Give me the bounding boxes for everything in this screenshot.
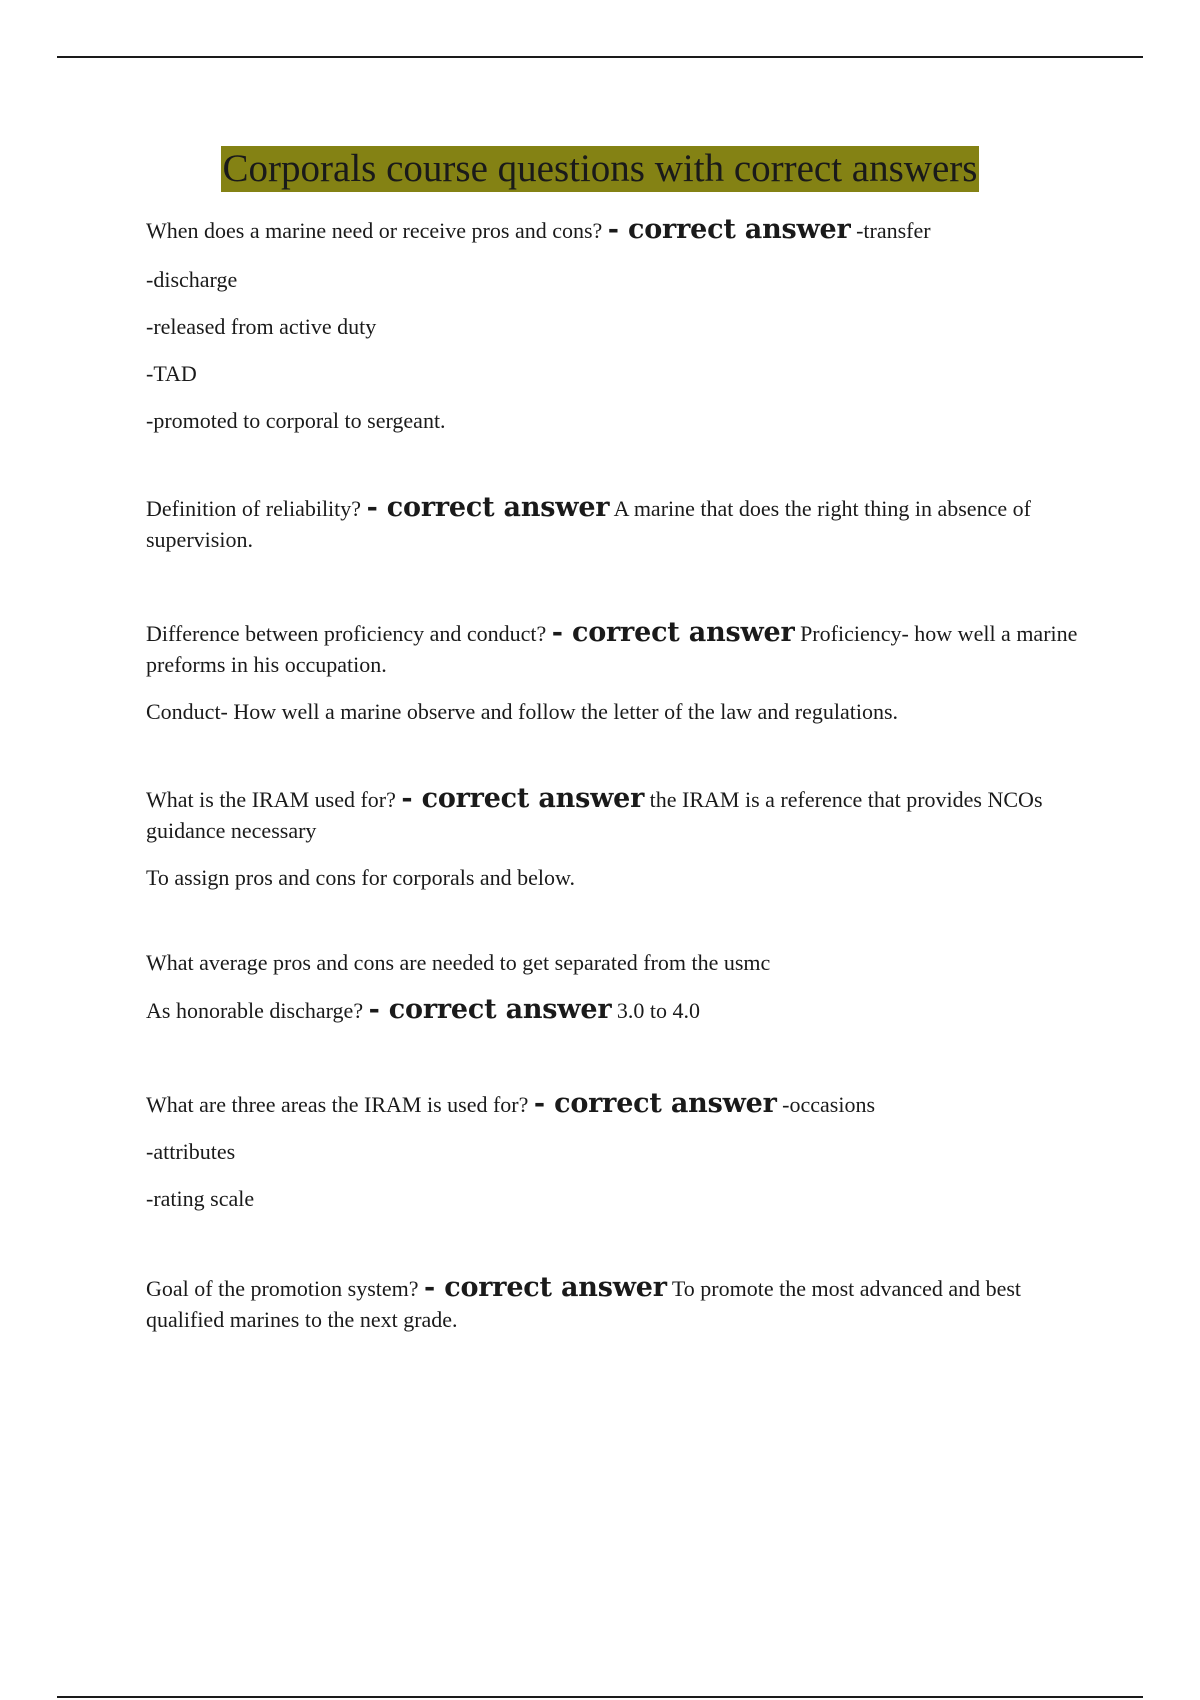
answer-text: -transfer	[856, 218, 931, 243]
question-text: What are three areas the IRAM is used for?	[146, 1092, 529, 1117]
question-text: As honorable discharge?	[146, 998, 364, 1023]
answer-text: To promote the most advanced and best qualified marines to the next grade.	[146, 1276, 1022, 1332]
question-text: When does a marine need or receive pros and cons?	[146, 218, 603, 243]
answer-text: 3.0 to 4.0	[616, 998, 700, 1023]
answer-text: Proficiency- how well a marine preforms in his occupation.	[146, 621, 1078, 677]
qa-item-1	[146, 214, 1091, 436]
answer-text: -occasions	[782, 1092, 876, 1117]
qa-item-6	[146, 1088, 1091, 1214]
qa-item-5	[146, 947, 1091, 1026]
question-lead: What average pros and cons are needed to get separated from the usmc	[146, 950, 771, 975]
answer-continuation: To assign pros and cons for corporals and below.	[146, 865, 575, 890]
answer-text: A marine that does the right thing in absence of supervision.	[146, 496, 1031, 552]
answer-continuation: -rating scale	[146, 1186, 255, 1211]
answer-continuation: -released from active duty	[146, 314, 377, 339]
qa-6-line	[146, 1088, 1091, 1120]
bottom-rule	[57, 1696, 1143, 1698]
qa-content	[146, 214, 1091, 1335]
answer-continuation: -attributes	[146, 1139, 236, 1164]
title-block	[0, 146, 1200, 192]
answer-continuation: -discharge	[146, 267, 238, 292]
qa-7-line	[146, 1272, 1091, 1335]
answer-continuation: Conduct- How well a marine observe and follow the letter of the law and regulations.	[146, 699, 899, 724]
qa-item-4	[146, 783, 1091, 893]
correct-answer-marker: - correct answer	[401, 783, 645, 814]
correct-answer-marker: - correct answer	[424, 1272, 667, 1303]
answer-continuation: -promoted to corporal to sergeant.	[146, 408, 446, 433]
qa-3-line	[146, 617, 1091, 680]
qa-item-2	[146, 492, 1091, 555]
top-rule	[57, 56, 1143, 58]
qa-2-line	[146, 492, 1091, 555]
correct-answer-marker: - correct answer	[551, 617, 795, 648]
correct-answer-marker: - correct answer	[366, 492, 610, 523]
question-text: Difference between proficiency and conduct?	[146, 621, 547, 646]
qa-4-line	[146, 783, 1091, 846]
qa-1-line	[146, 214, 1091, 246]
qa-5-line	[146, 994, 1091, 1026]
qa-item-7	[146, 1272, 1091, 1335]
document-title: Corporals course questions with correct answers	[222, 147, 978, 190]
question-text: Goal of the promotion system?	[146, 1276, 419, 1301]
answer-text: the IRAM is a reference that provides NCOs guidance necessary	[146, 787, 1043, 843]
correct-answer-marker: - correct answer	[533, 1088, 777, 1119]
question-text: What is the IRAM used for?	[146, 787, 396, 812]
correct-answer-marker: - correct answer	[368, 994, 612, 1025]
answer-continuation: -TAD	[146, 361, 197, 386]
correct-answer-marker: - correct answer	[607, 214, 851, 245]
qa-item-3	[146, 617, 1091, 727]
question-text: Definition of reliability?	[146, 496, 362, 521]
